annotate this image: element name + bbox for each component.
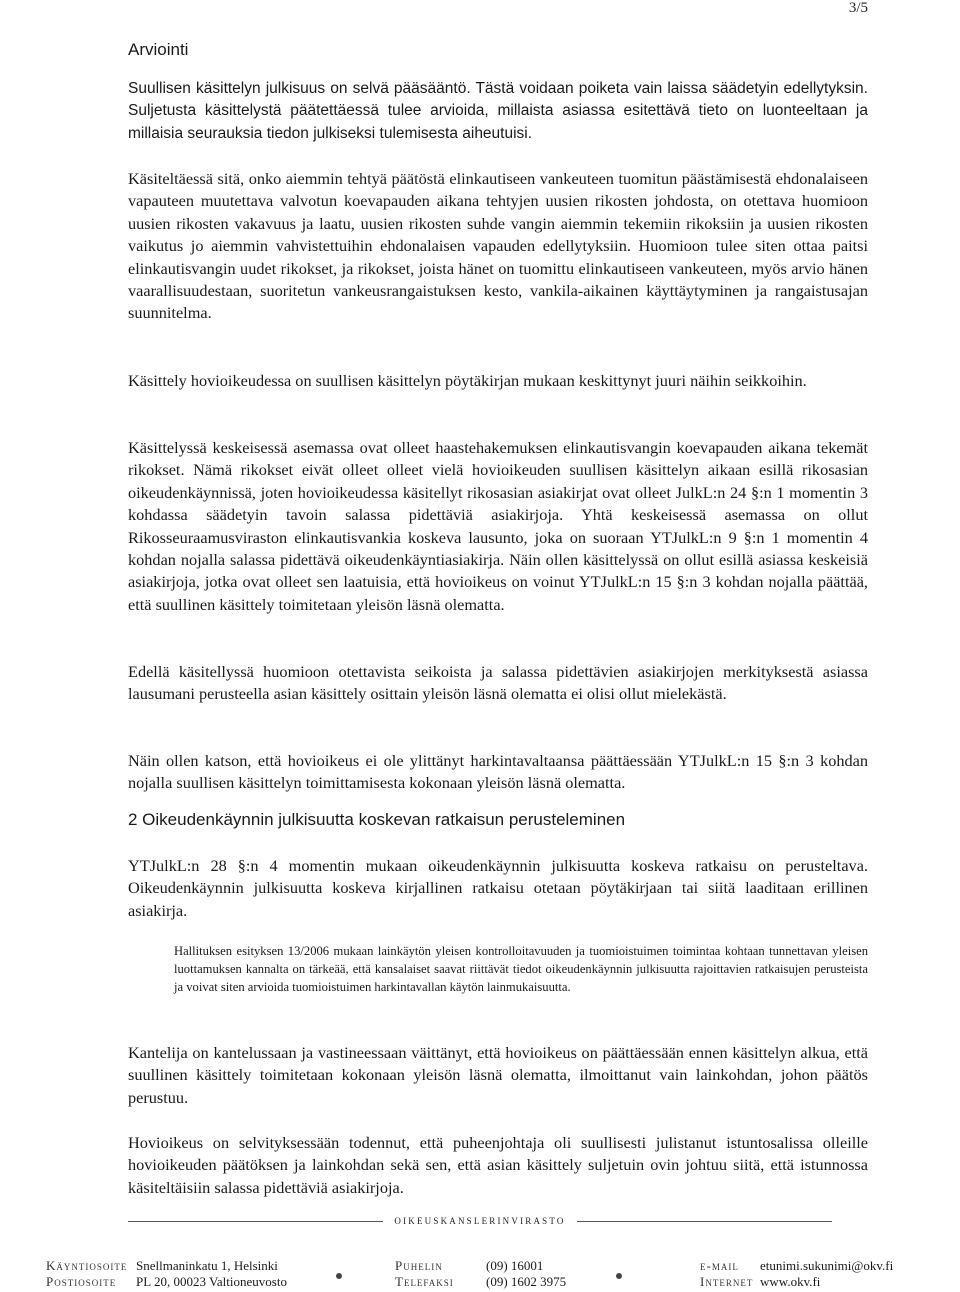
footer-rule-right: [577, 1221, 832, 1222]
footer-rule-left: [128, 1221, 383, 1222]
internet-value: www.okv.fi: [760, 1274, 821, 1289]
quote-government-proposal: Hallituksen esityksen 13/2006 mukaan lainkäytön yleisen kontrolloitavuuden ja tuomioistuimen toimintaa kohtaan tunnettavan yleisen luottamuksen kannalta on tärkeää, että kansalaiset saavat riittävät tiedot oikeudenkäynnin julkisuutta rajoittavien ratkaisujen perusteista ja voivat siten arvioida tuomioistuimen harkintavallan käytön lainmukaisuutta.: [174, 944, 868, 994]
paragraph-court-focus: Käsittely hovioikeudessa on suullisen käsittelyn pöytäkirjan mukaan keskittynyt juuri näihin seikkoihin.: [128, 371, 807, 390]
paragraph-publicity-rule: Suullisen käsittelyn julkisuus on selvä pääsääntö. Tästä voidaan poiketa vain laissa säädetyin edellytyksin. Suljetusta käsittelystä päätettäessä tulee arvioida, millaista asiassa esitettävä tieto on luonteeltaan ja millaisia seurauksia tiedon julkiseksi tulemisesta aiheutuisi.: [128, 80, 868, 142]
page-number: 3/5: [848, 0, 868, 16]
fax-label: Telefaksi: [395, 1274, 454, 1289]
paragraph-conclusion: Näin ollen katson, että hovioikeus ei ole ylittänyt harkintavaltaansa päättäessään YTJulkL:n 15 §:n 3 kohdan nojalla suullisen käsittelyn toimittamisesta kokonaan yleisön läsnä olematta.: [128, 751, 868, 793]
paragraph-court-statement: Hovioikeus on selvityksessään todennut, että puheenjohtaja oli suullisesti julistanut istuntosalissa olleille hovioikeuden päätöksen ja lainkohdan sekä sen, että asian käsittely suljetuin ovin johtuu siitä, että istunnossa käsiteltäisiin salassa pidettäviä asiakirjoja.: [128, 1133, 868, 1197]
phone-value: (09) 16001: [486, 1258, 544, 1273]
phone-label: Puhelin: [395, 1258, 443, 1273]
footer-dot-separator: [336, 1273, 342, 1279]
footer-row-2: [0, 1274, 960, 1292]
visit-address-label: Käyntiosoite: [46, 1258, 128, 1273]
internet-label: Internet: [700, 1274, 754, 1289]
email-label: e-mail: [700, 1258, 739, 1273]
heading-section-2: 2 Oikeudenkäynnin julkisuutta koskevan ratkaisun perusteleminen: [128, 810, 626, 829]
footer-dot-separator: [616, 1273, 622, 1279]
post-address-label: Postiosoite: [46, 1274, 117, 1289]
paragraph-central-documents: Käsittelyssä keskeisessä asemassa ovat olleet haastehakemuksen elinkautisvangin koevapauden aikana tekemät rikokset. Nämä rikokset eivät olleet olleet vielä hovioikeuden suullisen käsittelyn aikaan esillä rikosasian oikeudenkäynnissä, joten hovioikeudessa käsitellyt rikosasian asiakirjat ovat olleet JulkL:n 24 §:n 1 momentin 3 kohdassa säädetyin tavoin salassa pidettäviä asiakirjoja. Yhtä keskeisessä asemassa on ollut Rikosseuraamusviraston elinkautisvankia koskeva lausunto, joka on suoraan YTJulkL:n 9 §:n 1 momentin 4 kohdan nojalla salassa pidettävä oikeudenkäyntiasiakirja. Näin ollen käsittelyssä on ollut esillä asiassa keskeisiä asiakirjoja, jotka ovat olleet sen laatuisia, että hovioikeus on voinut YTJulkL:n 15 §:n 3 kohdan nojalla päättää, että suullinen käsittely toimitetaan yleisön läsnä olematta.: [128, 438, 868, 614]
paragraph-assessment-criteria: Käsiteltäessä sitä, onko aiemmin tehtyä päätöstä elinkautiseen vankeuteen tuomitun päästämisestä ehdonalaiseen vapauteen muutettava valvotun koevapauden aikana tehtyjen uusien rikosten johdosta, on otettava huomioon uusien rikosten vakavuus ja laatu, uusien rikosten suhde vangin aiemmin tekemiin rikoksiin ja uusien rikosten vaikutus jo aiemmin vahvistettuihin ehdonalaisen vapauden edellytyksiin. Huomioon tulee siten ottaa paitsi elinkautisvangin uudet rikokset, ja rikokset, joista hänet on tuomittu elinkautiseen vankeuteen, myös arvio hänen vaarallisuudestaan, suoritetun vankeusrangaistuksen kesto, vankila-aikainen käyttäytyminen ja rangaistusajan suunnitelma.: [128, 169, 868, 323]
heading-arviointi: Arviointi: [128, 40, 189, 59]
footer-brand: oikeuskanslerinvirasto: [394, 1213, 566, 1227]
paragraph-reasoning-requirement: YTJulkL:n 28 §:n 4 momentin mukaan oikeudenkäynnin julkisuutta koskeva ratkaisu on perusteltava. Oikeudenkäynnin julkisuutta koskeva kirjallinen ratkaisu otetaan pöytäkirjaan tai siitä laaditaan erillinen asiakirja.: [128, 856, 868, 920]
paragraph-complainant-claim: Kantelija on kantelussaan ja vastineessaan väittänyt, että hovioikeus on päättäessään ennen käsittelyn alkua, että suullinen käsittely toimitetaan kokonaan yleisön läsnä olematta, ilmoittanut vain lainkohdan, johon päätös perustuu.: [128, 1043, 868, 1107]
fax-value: (09) 1602 3975: [486, 1274, 567, 1289]
paragraph-partial-closure: Edellä käsitellyssä huomioon otettavista seikoista ja salassa pidettävien asiakirjojen merkityksestä asiassa lausumani perusteella asian käsittely osittain yleisön läsnä olematta ei olisi ollut mielekästä.: [128, 662, 868, 704]
visit-address-value: Snellmaninkatu 1, Helsinki: [136, 1258, 278, 1273]
email-value: etunimi.sukunimi@okv.fi: [760, 1258, 894, 1273]
post-address-value: PL 20, 00023 Valtioneuvosto: [136, 1274, 287, 1289]
